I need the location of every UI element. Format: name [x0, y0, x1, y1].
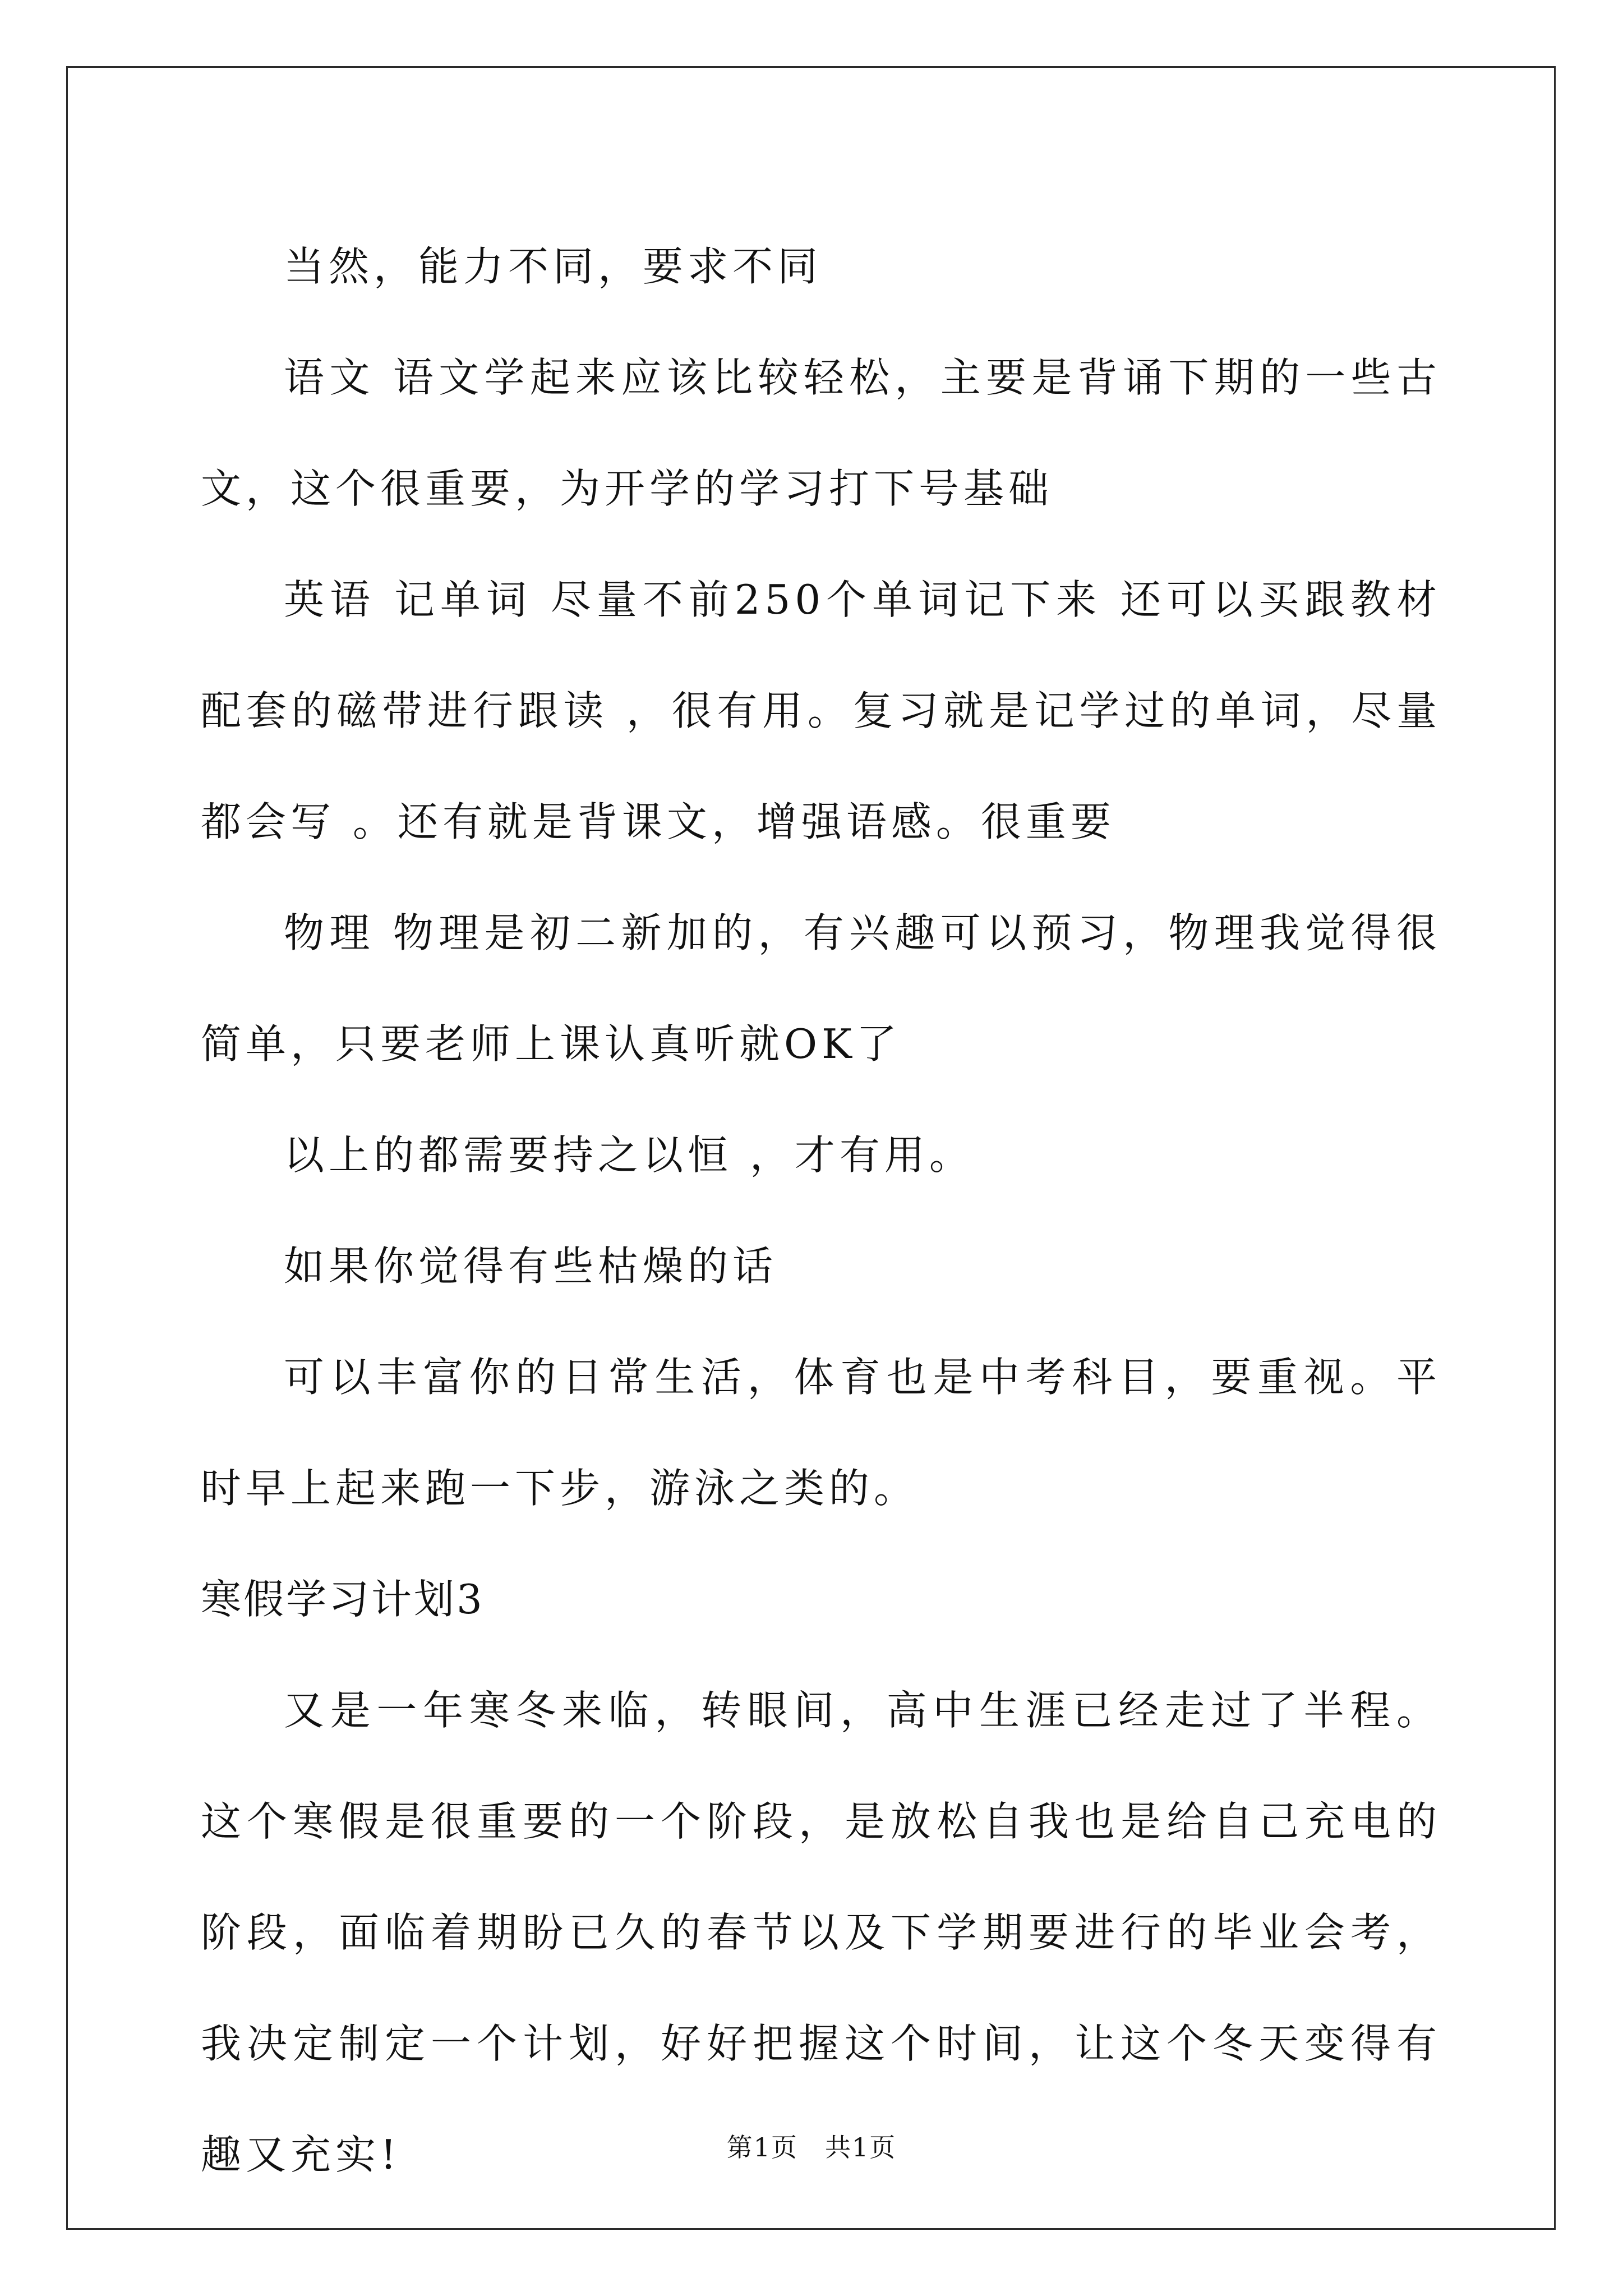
paragraph-ability: 当然，能力不同，要求不同	[284, 243, 823, 290]
document-body	[201, 211, 1441, 2210]
paragraph-english: 英语 记单词 尽量不前250个单词记下来 还可以买跟教材配套的磁带进行跟读 ，很有用。复习就是记学过的单词，尽量都会写 。还有就是背课文，增强语感。很重要	[201, 576, 1441, 845]
paragraph-daily-life: 可以丰富你的日常生活，体育也是中考科目，要重视。平时早上起来跑一下步，游泳之类的。	[201, 1354, 1441, 1512]
paragraph-boring: 如果你觉得有些枯燥的话	[284, 1243, 778, 1290]
page-footer: 第1页 共1页	[726, 2132, 897, 2162]
paragraph-chinese: 语文 语文学起来应该比较轻松，主要是背诵下期的一些古文，这个很重要，为开学的学习打下号基础	[201, 354, 1441, 512]
section-heading: 寒假学习计划3	[201, 1576, 485, 1623]
paragraph-winter-plan: 又是一年寒冬来临，转眼间，高中生涯已经走过了半程。这个寒假是很重要的一个阶段，是放松自我也是给自己充电的阶段，面临着期盼已久的春节以及下学期要进行的毕业会考，我决定制定一个计划，好好把握这个时间，让这个冬天变得有趣又充实!	[201, 1687, 1441, 2178]
paragraph-perseverance: 以上的都需要持之以恒 ，才有用。	[284, 1131, 974, 1179]
paragraph-physics: 物理 物理是初二新加的，有兴趣可以预习，物理我觉得很简单，只要老师上课认真听就OK了	[201, 909, 1441, 1068]
